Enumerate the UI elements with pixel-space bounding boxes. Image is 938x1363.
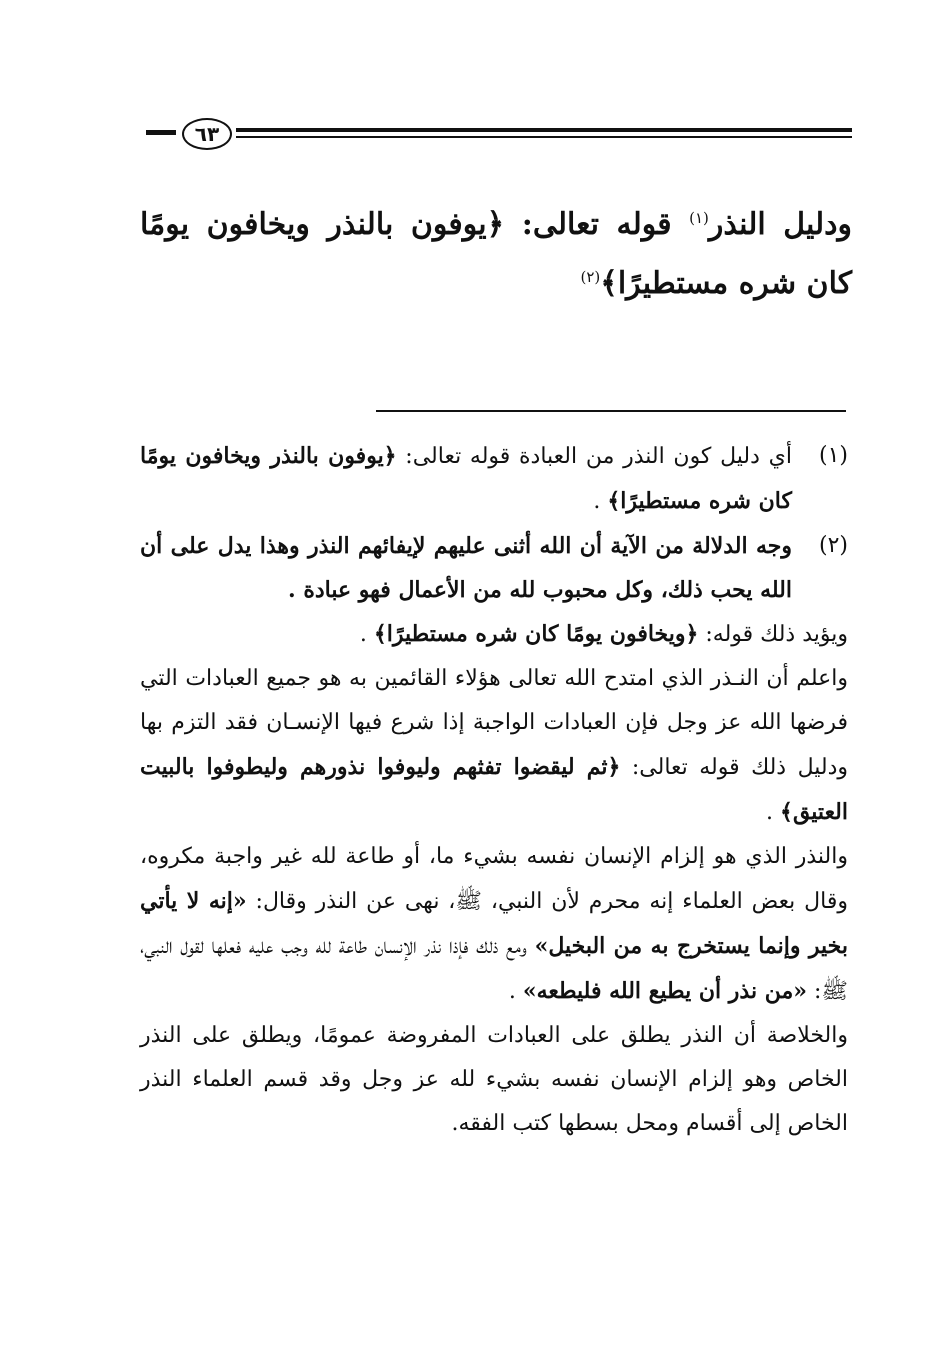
header-rule-thick [236, 128, 852, 132]
paragraph-end: . [359, 622, 374, 647]
paragraph-text: ومع ذلك فإذا نذر الإنسان طاعة لله وجب عليه فعلها لقول النبي، ﷺ: [140, 934, 848, 1004]
paragraph-text: والنذر الذي هو إلزام الإنسان نفسه بشيء ما، أو طاعة لله غير واجبة مكروه، وقال بعض العلماء إنه محرم لأن النبي، ﷺ، نهى عن النذر وقال: [140, 844, 848, 914]
header-rule-short [146, 130, 176, 135]
paragraph-hadith: «من نذر أن يطيع الله فليطعه» [522, 978, 808, 1004]
footnote-paragraph-4: والخلاصة أن النذر يطلق على العبادات المفروضة عمومًا، ويطلق على النذر الخاص وهو إلزام الإنسان نفسه بشيء لله عز وجل وقد قسم العلماء النذر الخاص إلى أقسام ومحل بسطها كتب الفقه. [140, 1023, 848, 1136]
footnote-number: (١) [818, 443, 848, 468]
paragraph-hadith: «إنه لا يأتي بخير وإنما يستخرج به من البخيل» [140, 888, 849, 959]
paragraph-verse: ﴿ويخافون يومًا كان شره مستطيرًا﴾ [373, 621, 699, 647]
paragraph-text: ويؤيد ذلك قوله: [698, 622, 848, 647]
main-intro: ودليل النذر [708, 207, 852, 242]
footnotes-section [140, 434, 848, 1146]
header-rule-thin [236, 136, 852, 138]
main-mid: قوله تعالى: [504, 207, 690, 242]
footnote-verse: ﴿يوفون بالنذر ويخافون يومًا كان شره مستطيرًا﴾ [140, 443, 792, 514]
footnote-end: . [593, 489, 608, 514]
paragraph-end: . [508, 979, 523, 1004]
footnote-number: (٢) [818, 533, 848, 558]
footnote-paragraph-1 [140, 612, 848, 657]
main-verse: ﴿يوفون بالنذر ويخافون يومًا كان شره مستطيرًا﴾ [140, 207, 852, 301]
footnote-2 [140, 524, 848, 612]
footnote-body [140, 434, 792, 524]
paragraph-text: واعلم أن النـذر الذي امتدح الله تعالى هؤلاء القائمين به هو جميع العبادات التي فرضها الله عز وجل فإن العبادات الواجبة إذا شرع فيها الإنسـان فقد التزم بها ودليل ذلك قوله تعالى: [140, 666, 848, 780]
page-header [146, 118, 852, 158]
footnote-divider [376, 410, 846, 412]
footnote-ref-1: (١) [689, 209, 709, 227]
page-number: ٦٣ [182, 118, 232, 150]
paragraph-verse: ﴿ثم ليقضوا تفثهم وليوفوا نذورهم وليطوفوا بالبيت العتيق﴾ [140, 754, 848, 825]
footnote-paragraph-2 [140, 657, 848, 835]
footnote-paragraph-3 [140, 835, 848, 1014]
footnote-text: أي دليل كون النذر من العبادة قوله تعالى: [396, 444, 792, 469]
footnote-1 [140, 434, 848, 524]
paragraph-end: . [766, 800, 781, 825]
main-paragraph [140, 192, 852, 310]
footnote-body: وجه الدلالة من الآية أن الله أثنى عليهم لإيفائهم النذر وهذا يدل على أن الله يحب ذلك، وكل محبوب لله من الأعمال فهو عبادة . [140, 533, 792, 603]
footnote-ref-2: (٢) [580, 268, 601, 286]
